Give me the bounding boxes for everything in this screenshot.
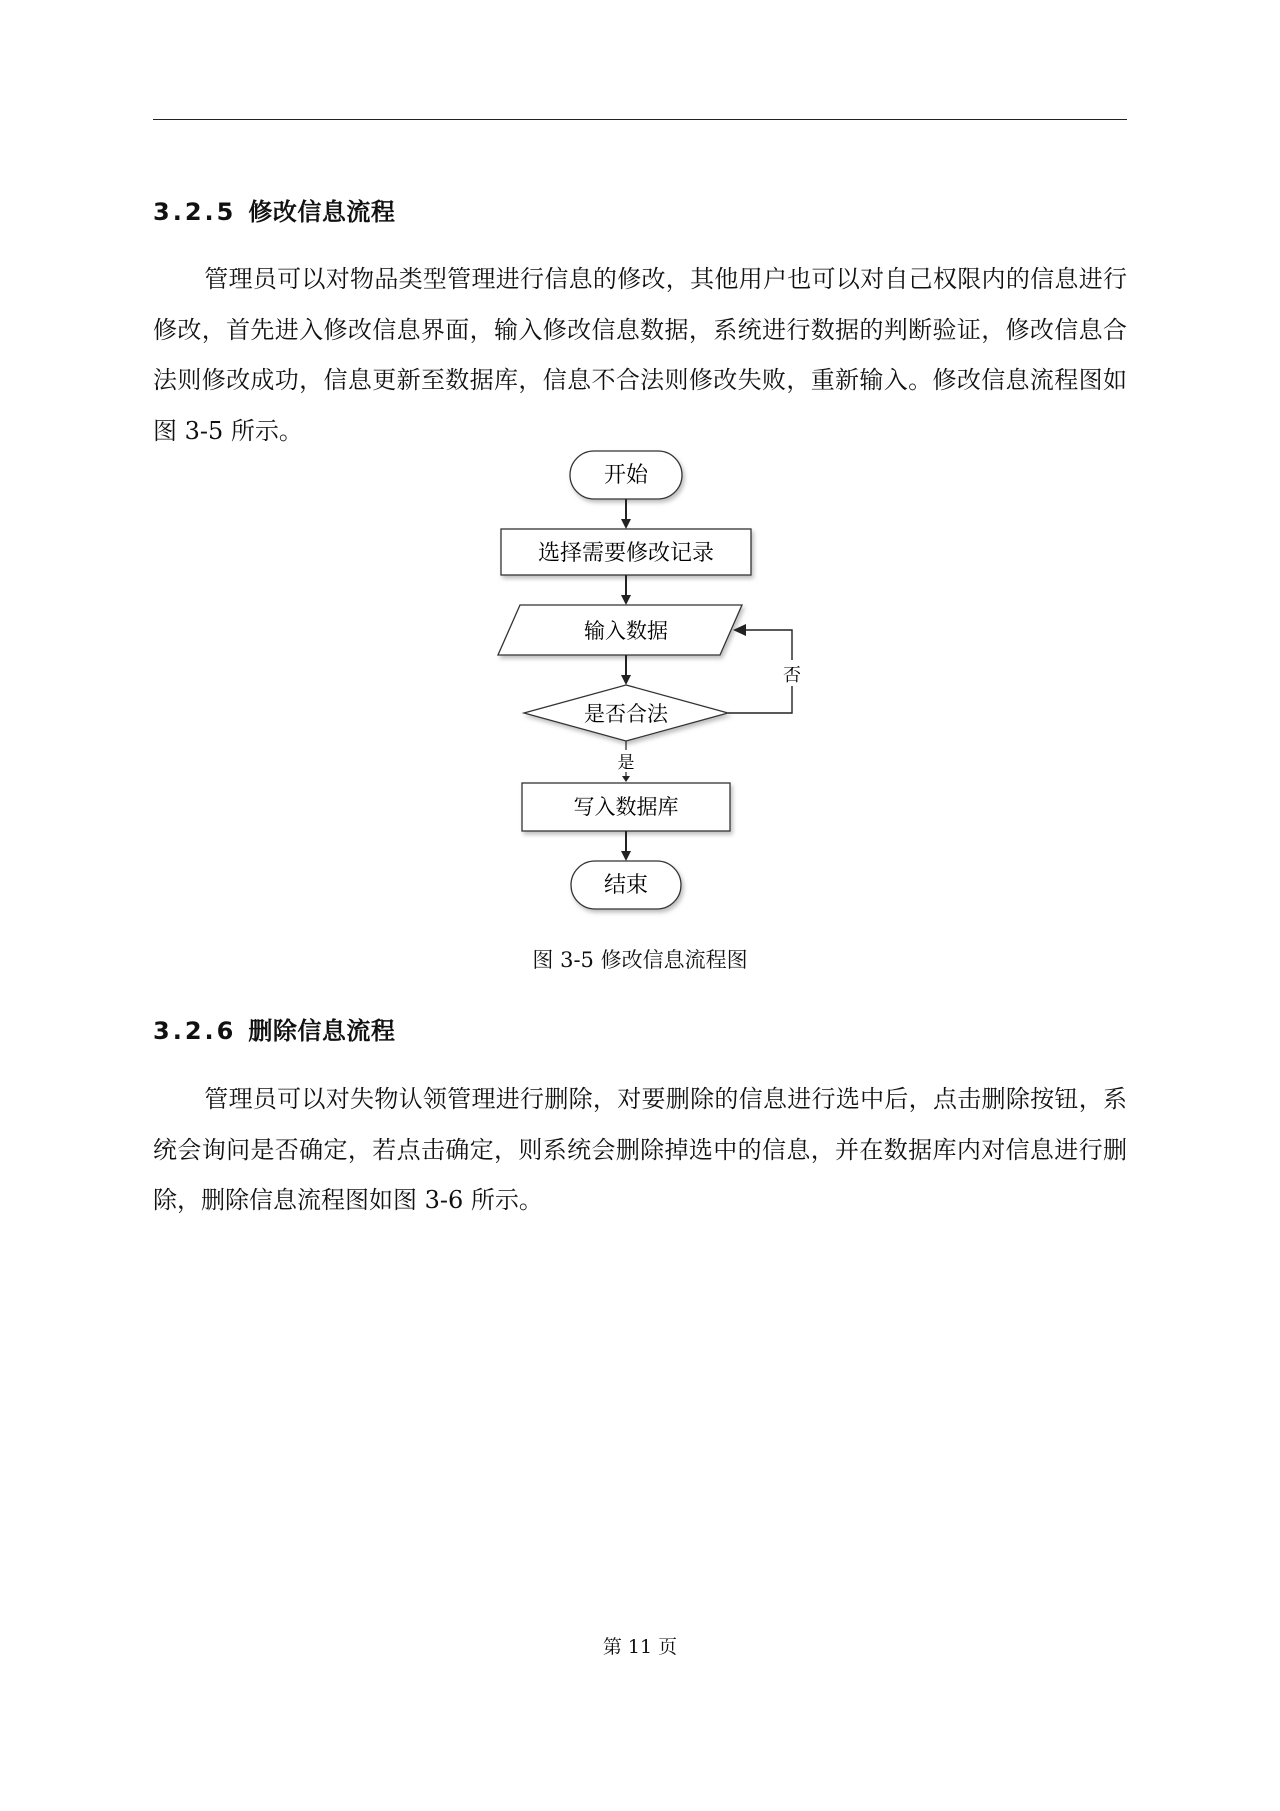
section-number: 3.2.6: [153, 1017, 237, 1045]
section-number: 3.2.5: [153, 198, 237, 226]
section-heading-3-2-5: [153, 192, 395, 227]
select-record-label: 选择需要修改记录: [537, 541, 715, 566]
section-heading-3-2-6: [153, 1011, 395, 1046]
page-number: 第 11 页: [602, 1636, 678, 1658]
select-record-node: [501, 529, 751, 575]
yes-branch-label: 是: [617, 753, 635, 773]
input-data-label: 输入数据: [584, 619, 668, 643]
header-rule: [153, 119, 1127, 120]
section-title: 修改信息流程: [248, 198, 396, 226]
write-database-label: 写入数据库: [573, 795, 679, 819]
section-paragraph-3-2-5: [153, 254, 1127, 456]
input-data-node: [498, 605, 742, 655]
decision-node: [524, 685, 728, 741]
write-database-node: [522, 783, 730, 831]
paragraph-text: 管理员可以对失物认领管理进行删除，对要删除的信息进行选中后，点击删除按钮，系统会询问是否确定，若点击确定，则系统会删除掉选中的信息，并在数据库内对信息进行删除，删除信息流程图如图 3-6 所示。: [153, 1085, 1127, 1214]
figure-caption: 图 3-5 修改信息流程图: [532, 948, 748, 972]
start-node: [570, 451, 682, 499]
decision-label: 是否合法: [584, 702, 668, 726]
paragraph-text: 管理员可以对物品类型管理进行信息的修改，其他用户也可以对自己权限内的信息进行修改，首先进入修改信息界面，输入修改信息数据，系统进行数据的判断验证，修改信息合法则修改成功，信息更新至数据库，信息不合法则修改失败，重新输入。修改信息流程图如图 3-5 所示。: [153, 265, 1127, 445]
section-paragraph-3-2-6: [153, 1074, 1127, 1226]
modify-info-flowchart: [490, 448, 810, 928]
end-node: [571, 861, 681, 909]
section-title: 删除信息流程: [248, 1017, 396, 1045]
no-branch-arrowhead: [733, 624, 746, 636]
start-label: 开始: [603, 463, 649, 488]
end-label: 结束: [603, 873, 649, 898]
no-branch-label: 否: [783, 665, 801, 686]
